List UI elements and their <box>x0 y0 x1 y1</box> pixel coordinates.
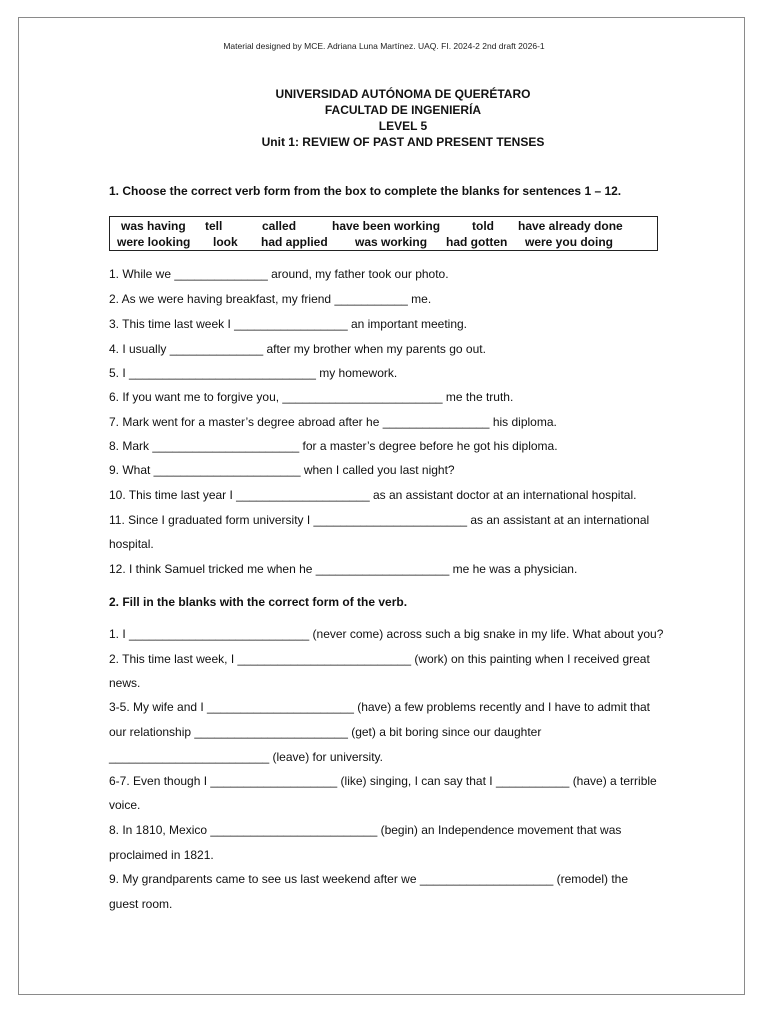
word-box <box>109 216 658 251</box>
word-option: was working <box>355 235 428 249</box>
exercise-2-line: news. <box>109 676 141 690</box>
faculty-name: FACULTAD DE INGENIERÍA <box>324 103 482 117</box>
exercise-1-line: 6. If you want me to forgive you, ________________________ me the truth. <box>109 390 514 404</box>
word-option: had applied <box>261 235 328 249</box>
exercise-1-line: 5. I ____________________________ my homework. <box>109 366 398 380</box>
word-option: look <box>213 235 238 249</box>
exercise-1-line: 7. Mark went for a master’s degree abroad after he ________________ his diploma. <box>109 415 557 429</box>
exercise-1-line: 9. What ______________________ when I called you last night? <box>109 463 455 477</box>
exercise-1-line: hospital. <box>109 537 154 551</box>
word-option: have been working <box>332 219 441 233</box>
exercise-2-line: guest room. <box>109 897 173 911</box>
exercise-1-line: 8. Mark ______________________ for a master’s degree before he got his diploma. <box>109 439 558 453</box>
word-option: were you doing <box>525 235 614 249</box>
exercise-1-line: 3. This time last week I _________________ an important meeting. <box>109 317 468 331</box>
credit-line: Material designed by MCE. Adriana Luna Martínez. UAQ. FI. 2024-2 2nd draft 2026-1 <box>223 41 545 51</box>
exercise-2-line: 2. This time last week, I __________________________ (work) on this painting when I received great <box>109 652 650 666</box>
exercise-2-line: ________________________ (leave) for university. <box>109 750 383 764</box>
section-1-title: 1. Choose the correct verb form from the box to complete the blanks for sentences 1 – 12. <box>109 184 622 198</box>
university-name: UNIVERSIDAD AUTÓNOMA DE QUERÉTARO <box>275 87 531 101</box>
word-option: was having <box>121 219 186 233</box>
exercise-1-line: 10. This time last year I ____________________ as an assistant doctor at an international hospital. <box>109 488 637 502</box>
exercise-1-line: 4. I usually ______________ after my brother when my parents go out. <box>109 342 486 356</box>
word-option: told <box>472 219 494 233</box>
unit-title: Unit 1: REVIEW OF PAST AND PRESENT TENSES <box>261 135 545 149</box>
exercise-2-line: our relationship _______________________ (get) a bit boring since our daughter <box>109 725 542 739</box>
word-option: had gotten <box>446 235 508 249</box>
exercise-1-line: 1. While we ______________ around, my father took our photo. <box>109 267 449 281</box>
exercise-2-line: voice. <box>109 798 141 812</box>
exercise-2-line: proclaimed in 1821. <box>109 848 214 862</box>
word-option: have already done <box>518 219 623 233</box>
exercise-1-line: 12. I think Samuel tricked me when he ____________________ me he was a physician. <box>109 562 578 576</box>
section-2-title: 2. Fill in the blanks with the correct form of the verb. <box>109 595 408 609</box>
level-label: LEVEL 5 <box>378 119 428 133</box>
exercise-2-line: 3-5. My wife and I ______________________ (have) a few problems recently and I have to admit that <box>109 700 651 714</box>
exercise-2-line: 1. I ___________________________ (never come) across such a big snake in my life. What about you? <box>109 627 664 641</box>
word-option: called <box>262 219 297 233</box>
document-heading <box>0 86 768 150</box>
exercise-2-line: 9. My grandparents came to see us last weekend after we ____________________ (remodel) the <box>109 872 628 886</box>
exercise-1-line: 11. Since I graduated form university I _______________________ as an assistant at an international <box>109 513 650 527</box>
word-option: were looking <box>117 235 191 249</box>
word-option: tell <box>205 219 223 233</box>
exercise-2-line: 8. In 1810, Mexico _________________________ (begin) an Independence movement that was <box>109 823 622 837</box>
exercise-1-line: 2. As we were having breakfast, my friend ___________ me. <box>109 292 432 306</box>
exercise-2-line: 6-7. Even though I ___________________ (like) singing, I can say that I ___________ (have) a terrible <box>109 774 657 788</box>
